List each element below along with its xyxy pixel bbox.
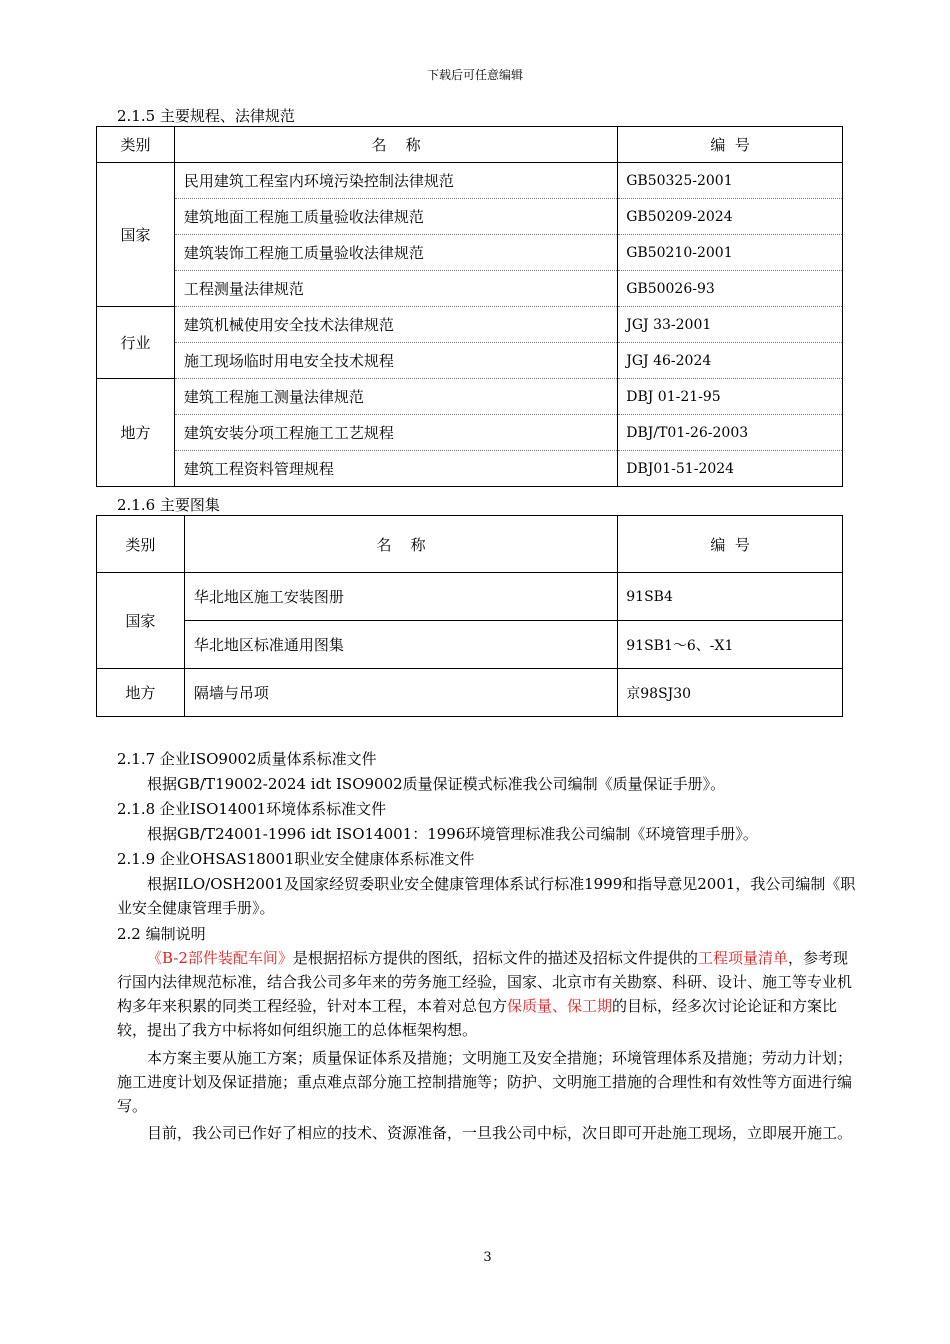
section-2-1-9-text: 根据ILO/OSH2001及国家经贸委职业安全健康管理体系试行标准1999和指导意见2001，我公司编制《职业安全健康管理手册》。 (117, 875, 856, 917)
atlas-name: 隔墙与吊项 (184, 669, 617, 717)
reg-name: 建筑地面工程施工质量验收法律规范 (174, 199, 617, 235)
page-header: 下载后可任意编辑 (426, 68, 523, 82)
page-number: 3 (483, 1250, 492, 1265)
reg-code: JGJ 33-2001 (618, 307, 843, 343)
col-header-name: 名 称 (184, 516, 617, 573)
group-label: 地方 (97, 379, 175, 487)
col-header-name: 名 称 (174, 127, 617, 163)
reg-code: DBJ/T01-26-2003 (618, 415, 843, 451)
section-2-1-5-title: 2.1.5 主要规程、法律规范 (117, 107, 295, 125)
reg-code: GB50210-2001 (618, 235, 843, 271)
group-label: 国家 (97, 573, 185, 669)
col-header-code: 编 号 (618, 516, 843, 573)
reg-name: 施工现场临时用电安全技术规程 (174, 343, 617, 379)
reg-code: DBJ 01-21-95 (618, 379, 843, 415)
reg-name: 建筑工程施工测量法律规范 (174, 379, 617, 415)
atlas-table (96, 515, 843, 717)
group-label: 国家 (97, 163, 175, 307)
atlas-name: 华北地区标准通用图集 (184, 621, 617, 669)
reg-name: 建筑机械使用安全技术法律规范 (174, 307, 617, 343)
reg-name: 工程测量法律规范 (174, 271, 617, 307)
atlas-code: 91SB1～6、-X1 (618, 621, 843, 669)
atlas-code: 京98SJ30 (618, 669, 843, 717)
col-header-code: 编 号 (618, 127, 843, 163)
regulations-table (96, 126, 843, 487)
highlight-goal: 保质量、保工期 (507, 997, 613, 1015)
section-2-2-title: 2.2 编制说明 (117, 925, 206, 943)
group-label: 行业 (97, 307, 175, 379)
project-name: 《B-2部件装配车间》 (147, 949, 293, 967)
group-label: 地方 (97, 669, 185, 717)
reg-code: GB50325-2001 (618, 163, 843, 199)
paragraph-text: 的目标，经多次讨论论证和方案比较，提出了我方中标将如何组织施工的总体框架构想。 (117, 997, 838, 1039)
section-2-1-8-text: 根据GB/T24001-1996 idt ISO14001：1996环境管理标准我公司编制《环境管理手册》。 (147, 825, 758, 843)
paragraph-text: 是根据招标方提供的图纸，招标文件的描述及招标文件提供的 (292, 949, 698, 967)
reg-code: GB50026-93 (618, 271, 843, 307)
paragraph-text: ，参考现行国内法律规范标准，结合我公司多年来的劳务施工经验，国家、北京市有关勘察、科研、设计、施工等专业机构多年来积累的同类工程经验，针对本工程，本着对总包方 (117, 949, 853, 1015)
reg-name: 建筑装饰工程施工质量验收法律规范 (174, 235, 617, 271)
section-2-1-7-title: 2.1.7 企业ISO9002质量体系标准文件 (117, 750, 377, 768)
reg-name: 建筑安装分项工程施工工艺规程 (174, 415, 617, 451)
reg-code: GB50209-2024 (618, 199, 843, 235)
col-header-type: 类别 (97, 516, 185, 573)
reg-code: DBJ01-51-2024 (618, 451, 843, 487)
reg-code: JGJ 46-2024 (618, 343, 843, 379)
section-2-1-9-title: 2.1.9 企业OHSAS18001职业安全健康体系标准文件 (117, 850, 475, 868)
atlas-name: 华北地区施工安装图册 (184, 573, 617, 621)
section-2-2-paragraph-1 (117, 946, 857, 1042)
atlas-code: 91SB4 (618, 573, 843, 621)
section-2-2-paragraph-3: 目前，我公司已作好了相应的技术、资源准备，一旦我公司中标，次日即可开赴施工现场，立即展开施工。 (147, 1124, 853, 1142)
section-2-1-8-title: 2.1.8 企业ISO14001环境体系标准文件 (117, 800, 387, 818)
section-2-1-7-text: 根据GB/T19002-2024 idt ISO9002质量保证模式标准我公司编制《质量保证手册》。 (147, 775, 726, 793)
section-2-2-paragraph-2: 本方案主要从施工方案；质量保证体系及措施；文明施工及安全措施；环境管理体系及措施；劳动力计划；施工进度计划及保证措施；重点难点部分施工控制措施等；防护、文明施工措施的合理性和有效性等方面进行编写。 (117, 1049, 853, 1115)
reg-name: 民用建筑工程室内环境污染控制法律规范 (174, 163, 617, 199)
col-header-type: 类别 (97, 127, 175, 163)
reg-name: 建筑工程资料管理规程 (174, 451, 617, 487)
highlight-bill: 工程项量清单 (697, 949, 788, 967)
section-2-1-6-title: 2.1.6 主要图集 (117, 496, 220, 514)
